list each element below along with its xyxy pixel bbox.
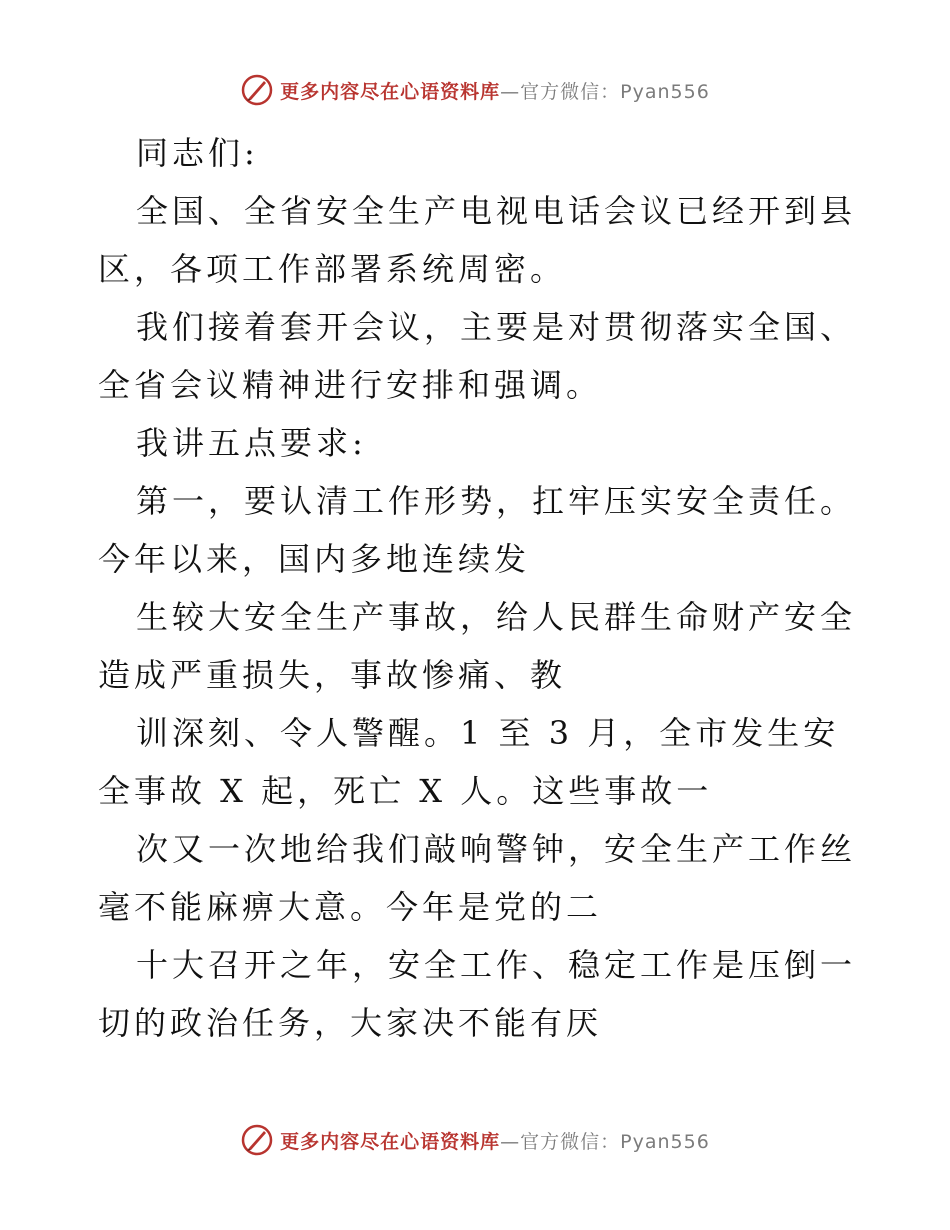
paragraph: 训深刻、令人警醒。1 至 3 月，全市发生安全事故 X 起，死亡 X 人。这些事故一 <box>98 714 840 810</box>
banner-text <box>280 1127 710 1154</box>
banner-text <box>280 77 710 104</box>
paragraph: 生较大安全生产事故，给人民群生命财产安全造成严重损失，事故惨痛、教 <box>98 598 857 694</box>
banner-gray-text: —官方微信：Pyan556 <box>500 80 710 103</box>
paragraph: 全国、全省安全生产电视电话会议已经开到县区，各项工作部署系统周密。 <box>98 192 857 288</box>
paragraph-salutation: 同志们: <box>136 134 259 172</box>
banner-gray-text: —官方微信：Pyan556 <box>500 1130 710 1153</box>
quill-logo-icon <box>240 1123 274 1157</box>
footer-watermark-banner <box>0 1120 950 1160</box>
paragraph: 十大召开之年，安全工作、稳定工作是压倒一切的政治任务，大家决不能有厌 <box>98 946 857 1042</box>
paragraph: 次又一次地给我们敲响警钟，安全生产工作丝毫不能麻痹大意。今年是党的二 <box>98 830 857 926</box>
header-watermark-banner <box>0 70 950 110</box>
paragraph: 第一，要认清工作形势，扛牢压实安全责任。今年以来，国内多地连续发 <box>98 482 857 578</box>
paragraph: 我讲五点要求: <box>136 424 367 462</box>
paragraph: 我们接着套开会议，主要是对贯彻落实全国、全省会议精神进行安排和强调。 <box>98 308 857 404</box>
banner-red-text: 更多内容尽在心语资料库 <box>280 1130 501 1153</box>
quill-logo-icon <box>240 73 274 107</box>
document-body <box>98 124 858 1052</box>
banner-red-text: 更多内容尽在心语资料库 <box>280 80 501 103</box>
